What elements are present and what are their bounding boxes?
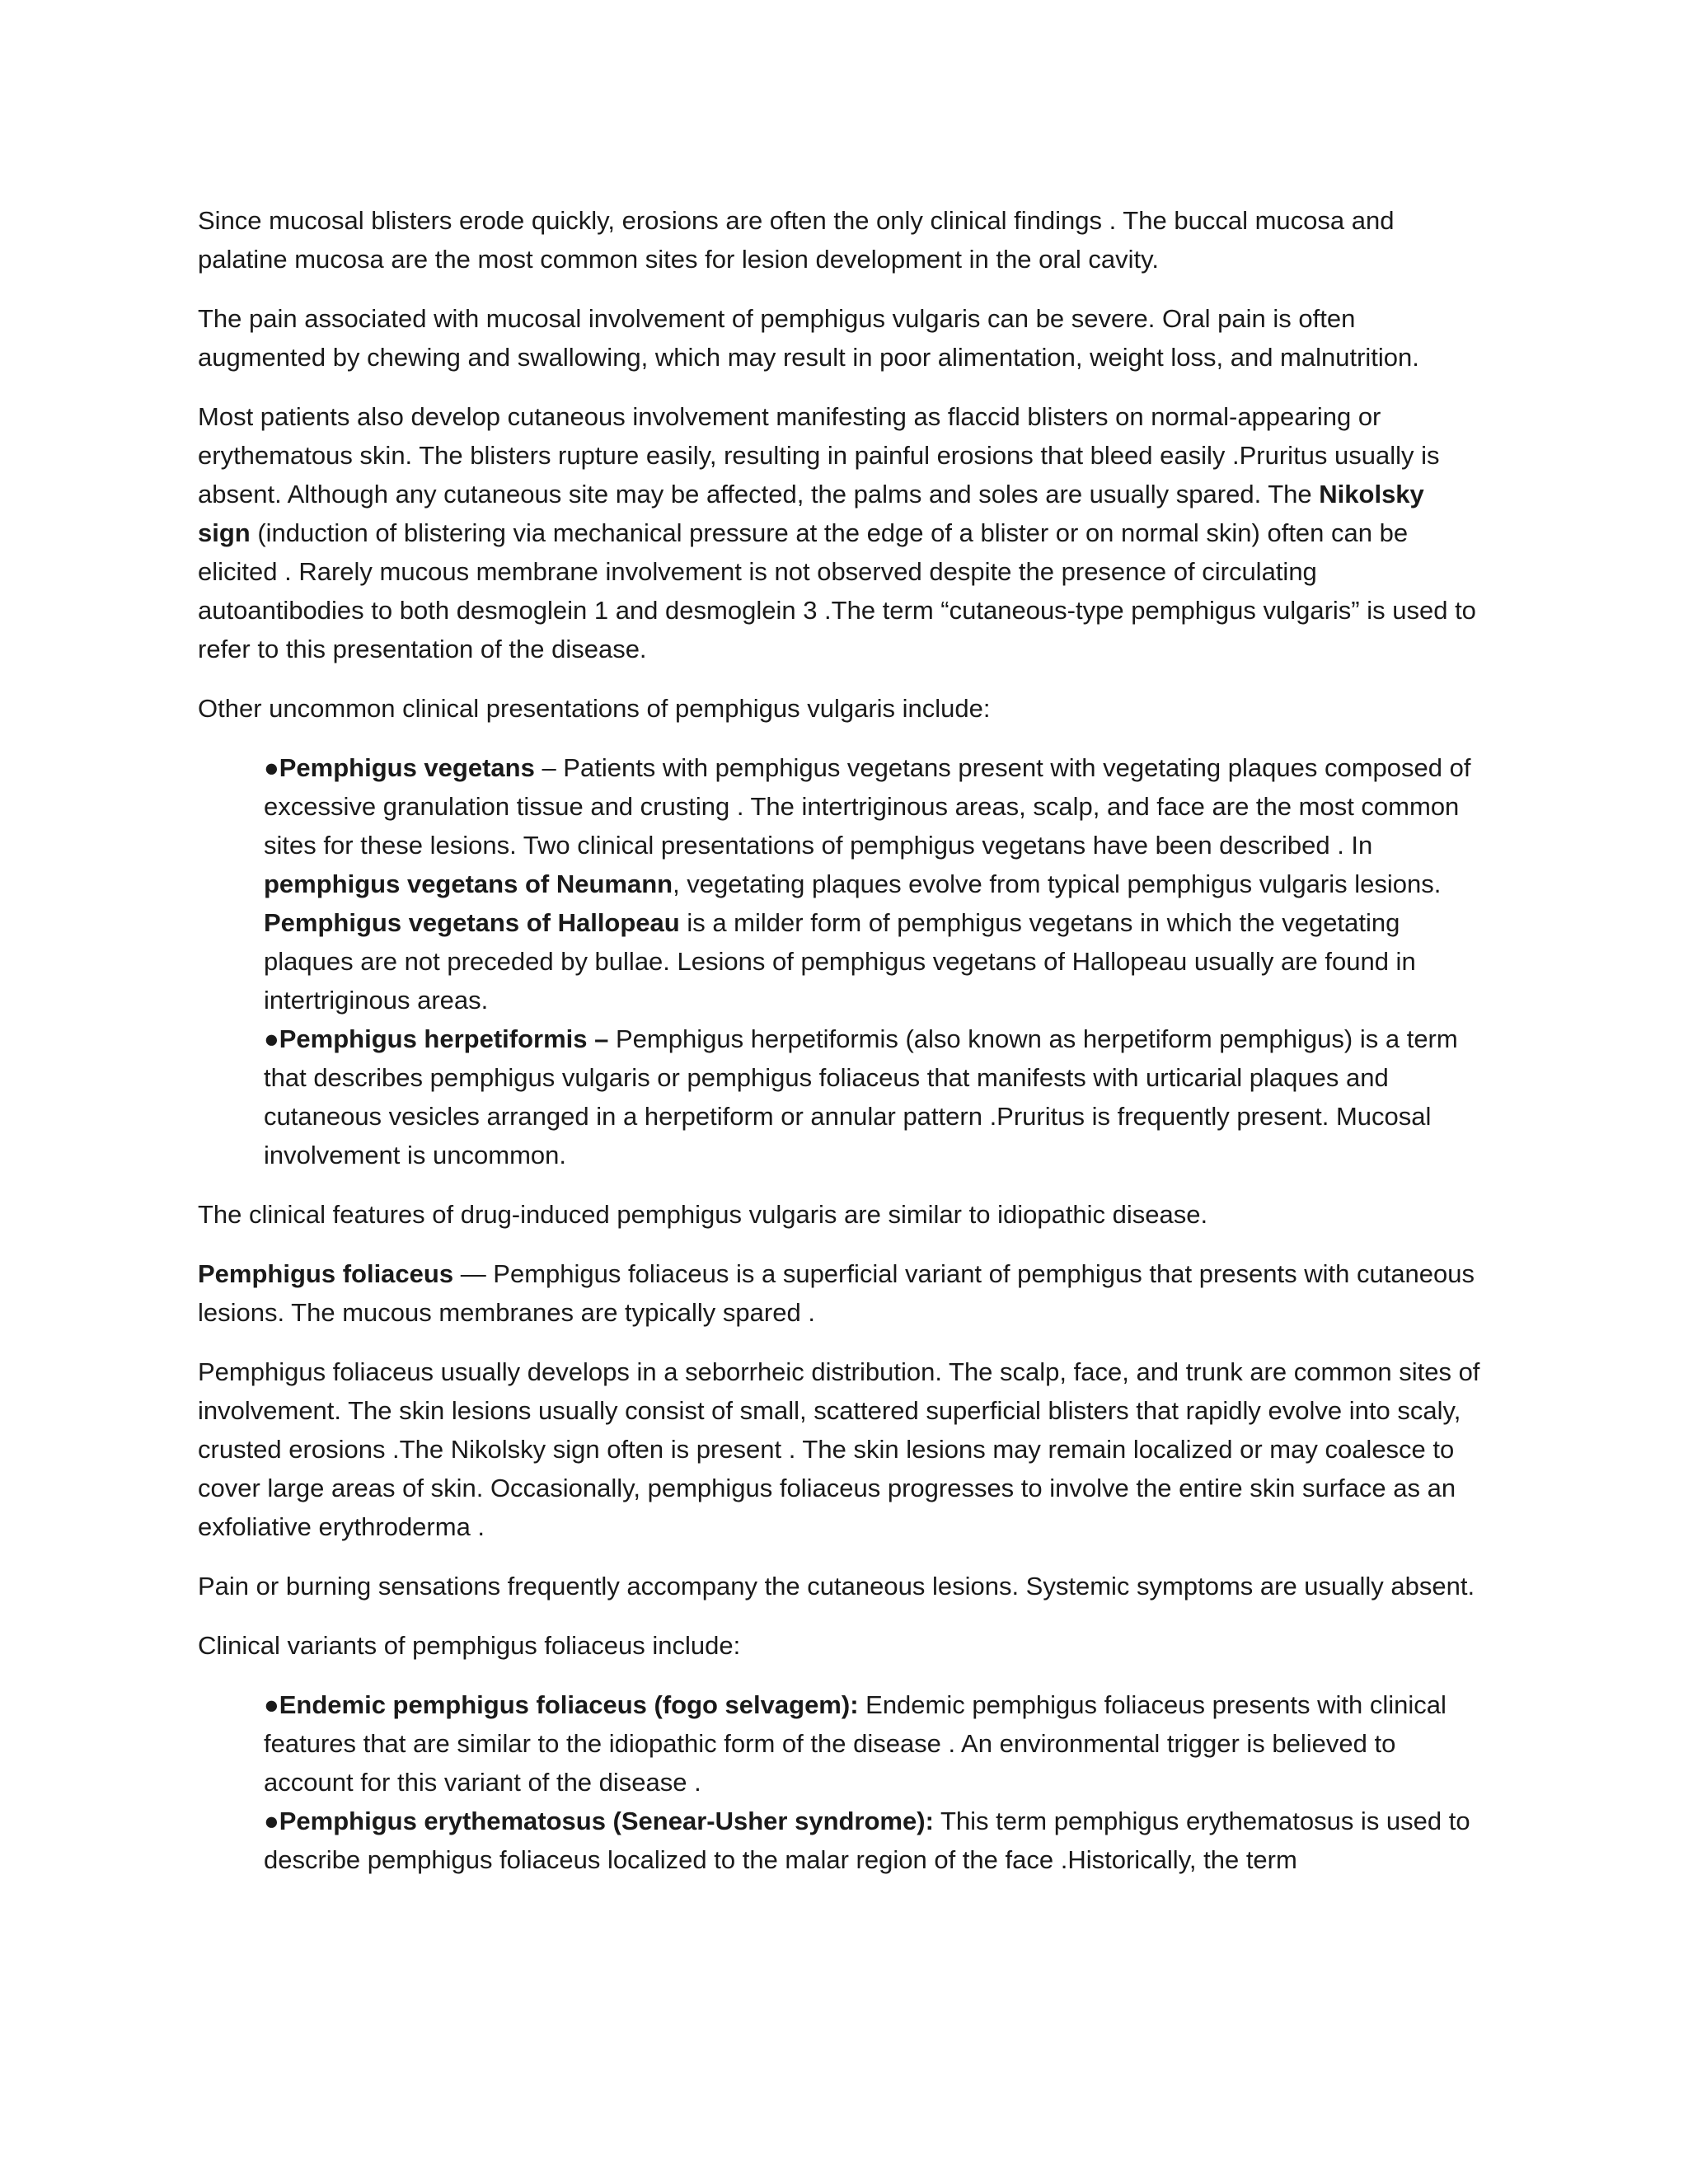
list-item-text: Endemic pemphigus foliaceus presents with clinical features that are similar to the idiopathic form of the disease . An environmental trigger is believed to account for this variant of the disease . xyxy=(264,1690,1447,1797)
paragraph-text: Other uncommon clinical presentations of pemphigus vulgaris include: xyxy=(198,694,991,723)
paragraph-text: Pain or burning sensations frequently accompany the cutaneous lesions. Systemic symptoms are usually absent. xyxy=(198,1572,1475,1601)
list-vulgaris-variants xyxy=(264,748,1484,1174)
paragraph-pemphigus-foliaceus xyxy=(198,1254,1484,1332)
paragraph-text: — Pemphigus foliaceus is a superficial variant of pemphigus that presents with cutaneous lesions. The mucous membranes are typically spared . xyxy=(198,1259,1475,1327)
list-item-text: This term pemphigus erythematosus is used to describe pemphigus foliaceus localized to the malar region of the face .Historically, the term xyxy=(264,1807,1470,1874)
paragraph-drug-induced xyxy=(198,1195,1484,1234)
paragraph-text: Most patients also develop cutaneous involvement manifesting as flaccid blisters on normal-appearing or erythematous skin. The blisters rupture easily, resulting in painful erosions that bleed easily .Pruritus usually is absent. Although any cutaneous site may be affected, the palms and soles are usually spared. The xyxy=(198,402,1440,509)
paragraph-clinical-variants xyxy=(198,1626,1484,1665)
term-pemphigus-vegetans: ●Pemphigus vegetans xyxy=(264,753,535,782)
list-item-pemphigus-herpetiformis xyxy=(264,1019,1484,1174)
list-item-pemphigus-vegetans xyxy=(264,748,1484,1019)
paragraph-text: The clinical features of drug-induced pemphigus vulgaris are similar to idiopathic disease. xyxy=(198,1200,1208,1229)
term-nikolsky-sign: Nikolsky sign xyxy=(198,480,1424,547)
paragraph-oral-pain xyxy=(198,299,1484,377)
paragraph-pain-burning xyxy=(198,1567,1484,1605)
paragraph-cutaneous-involvement xyxy=(198,397,1484,668)
term-endemic-foliaceus: ●Endemic pemphigus foliaceus (fogo selvagem): xyxy=(264,1690,859,1719)
paragraph-text: The pain associated with mucosal involvement of pemphigus vulgaris can be severe. Oral pain is often augmented by chewing and swallowing, which may result in poor alimentation, weight loss, and malnutrition. xyxy=(198,304,1419,372)
list-foliaceus-variants xyxy=(264,1685,1484,1879)
paragraph-uncommon-presentations xyxy=(198,689,1484,728)
paragraph-text: (induction of blistering via mechanical pressure at the edge of a blister or on normal skin) often can be elicited . Rarely mucous membrane involvement is not observed despite the presence of circulating autoantibodies to both desmoglein 1 and desmoglein 3 .The term “cutaneous-type pemphigus vulgaris” is used to refer to this presentation of the disease. xyxy=(198,518,1476,663)
list-item-text: , vegetating plaques evolve from typical pemphigus vulgaris lesions. xyxy=(673,869,1442,898)
list-item-text: is a milder form of pemphigus vegetans in which the vegetating plaques are not preceded by bullae. Lesions of pemphigus vegetans of Hallopeau usually are found in intertriginous areas. xyxy=(264,908,1416,1015)
paragraph-seborrheic-distribution xyxy=(198,1352,1484,1546)
term-pemphigus-foliaceus: Pemphigus foliaceus xyxy=(198,1259,454,1288)
list-item-endemic-foliaceus xyxy=(264,1685,1484,1802)
document-body xyxy=(198,201,1484,1900)
list-item-text: – Patients with pemphigus vegetans present with vegetating plaques composed of excessive granulation tissue and crusting . The intertriginous areas, scalp, and face are the most common sites for these lesions. Two clinical presentations of pemphigus vegetans have been described . In xyxy=(264,753,1471,860)
paragraph-text: Clinical variants of pemphigus foliaceus include: xyxy=(198,1631,741,1660)
list-item-text: Pemphigus herpetiformis (also known as herpetiform pemphigus) is a term that describes pemphigus vulgaris or pemphigus foliaceus that manifests with urticarial plaques and cutaneous vesicles arranged in a herpetiform or annular pattern .Pruritus is frequently present. Mucosal involvement is uncommon. xyxy=(264,1024,1458,1169)
term-vegetans-neumann: pemphigus vegetans of Neumann xyxy=(264,869,673,898)
term-vegetans-hallopeau: Pemphigus vegetans of Hallopeau xyxy=(264,908,680,937)
paragraph-text: Pemphigus foliaceus usually develops in a seborrheic distribution. The scalp, face, and trunk are common sites of involvement. The skin lesions usually consist of small, scattered superficial blisters that rapidly evolve into scaly, crusted erosions .The Nikolsky sign often is present . The skin lesions may remain localized or may coalesce to cover large areas of skin. Occasionally, pemphigus foliaceus progresses to involve the entire skin surface as an exfoliative erythroderma . xyxy=(198,1357,1480,1541)
list-item-pemphigus-erythematosus xyxy=(264,1802,1484,1879)
term-pemphigus-erythematosus: ●Pemphigus erythematosus (Senear-Usher syndrome): xyxy=(264,1807,934,1835)
term-pemphigus-herpetiformis: ●Pemphigus herpetiformis – xyxy=(264,1024,609,1053)
paragraph-text: Since mucosal blisters erode quickly, erosions are often the only clinical findings . The buccal mucosa and palatine mucosa are the most common sites for lesion development in the oral cavity. xyxy=(198,206,1395,274)
paragraph-mucosal-blisters xyxy=(198,201,1484,279)
